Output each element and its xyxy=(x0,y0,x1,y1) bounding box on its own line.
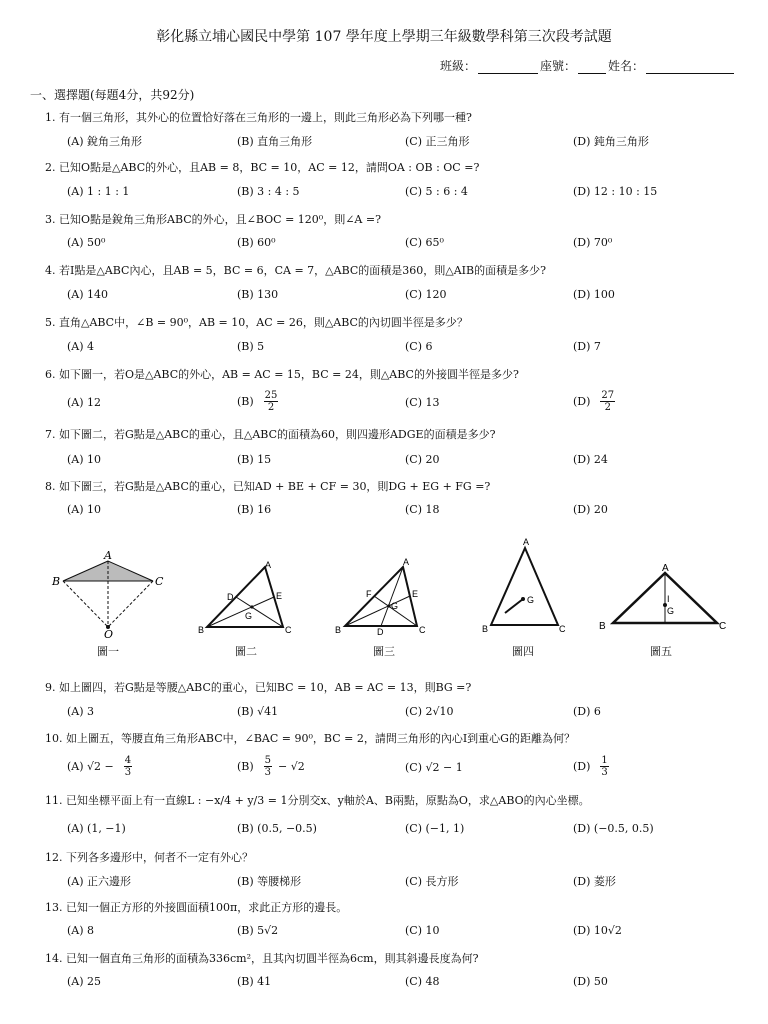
option-label: (D) xyxy=(573,760,591,773)
figures-row xyxy=(45,535,735,660)
figure-5 xyxy=(595,535,735,640)
numerator: 25 xyxy=(264,390,278,401)
figure-1 xyxy=(45,535,175,640)
option[interactable] xyxy=(237,390,280,413)
label-A: A xyxy=(104,549,112,562)
numerator: 27 xyxy=(601,390,615,401)
label-B: B xyxy=(335,625,342,635)
label-G: G xyxy=(667,606,675,616)
option[interactable]: (D) 6 xyxy=(573,705,601,718)
question-10: 10. 如上圖五，等腰直角三角形ABC中，∠BAC = 90⁰，BC = 2，請問三角形的內心I到重心G的距離為何？ xyxy=(45,732,575,745)
option[interactable]: (C) 2√10 xyxy=(405,705,454,718)
fraction xyxy=(600,755,608,778)
option[interactable]: (B) (0.5, −0.5) xyxy=(237,822,317,835)
option[interactable]: (D) 100 xyxy=(573,288,615,301)
option[interactable]: (A) 4 xyxy=(67,340,95,353)
seat-label: 座號： xyxy=(539,59,576,73)
exam-title: 彰化縣立埔心國民中學第 107 學年度上學期三年級數學科第三次段考試題 xyxy=(156,29,612,45)
label-G: G xyxy=(527,595,535,605)
option[interactable]: (B) √41 xyxy=(237,705,279,718)
name-label: 姓名： xyxy=(607,59,644,73)
option[interactable]: (D) 20 xyxy=(573,503,608,516)
name-blank[interactable] xyxy=(646,60,734,74)
question-7: 7. 如下圖二，若G點是△ABC的重心，且△ABC的面積為60，則四邊形ADGE的面積是多少? xyxy=(45,428,496,441)
options-2 xyxy=(67,185,747,207)
options-5 xyxy=(67,340,747,362)
caption-fig1: 圖一 xyxy=(97,645,119,658)
option[interactable]: (B) 直角三角形 xyxy=(237,135,313,148)
label-B: B xyxy=(198,625,205,635)
fraction xyxy=(264,755,272,778)
option[interactable]: (B) 60⁰ xyxy=(237,236,276,249)
label-D: D xyxy=(377,627,384,637)
option-label: (B) xyxy=(237,395,254,408)
options-12 xyxy=(67,873,747,895)
label-A: A xyxy=(523,537,530,547)
question-4: 4. 若I點是△ABC內心，且AB = 5，BC = 6，CA = 7，△ABC的面積是360，則△AIB的面積是多少? xyxy=(45,264,546,277)
denominator: 2 xyxy=(267,402,275,413)
option[interactable]: (A) 正六邊形 xyxy=(67,875,132,888)
options-6 xyxy=(67,390,747,412)
caption-fig3: 圖三 xyxy=(373,645,395,658)
label-A: A xyxy=(403,557,410,567)
options-10 xyxy=(67,755,747,777)
question-3: 3. 已知O點是銳角三角形ABC的外心，且∠BOC = 120⁰，則∠A =? xyxy=(45,213,381,226)
option[interactable] xyxy=(237,755,305,778)
option-tail: − √2 xyxy=(278,760,305,773)
options-11 xyxy=(67,822,747,844)
option[interactable]: (A) (1, −1) xyxy=(67,822,126,835)
option[interactable]: (A) 1 : 1 : 1 xyxy=(67,185,130,198)
section-title: 一、選擇題(每題4分，共92分) xyxy=(30,88,195,102)
caption-fig4: 圖四 xyxy=(512,645,534,658)
question-2: 2. 已知O點是△ABC的外心，且AB = 8，BC = 10，AC = 12，請問OA : OB : OC =? xyxy=(45,161,480,174)
label-O: O xyxy=(104,628,114,640)
option[interactable]: (B) 41 xyxy=(237,975,272,988)
label-B: B xyxy=(482,624,489,634)
option[interactable]: (D) 10√2 xyxy=(573,924,622,937)
options-8 xyxy=(67,503,747,525)
option[interactable]: (B) 5 xyxy=(237,340,265,353)
label-C: C xyxy=(155,575,164,588)
numerator: 1 xyxy=(601,755,608,766)
label-F: F xyxy=(366,589,372,599)
option-label: (A) √2 − xyxy=(67,760,114,773)
caption-fig2: 圖二 xyxy=(235,645,257,658)
option[interactable]: (D) 24 xyxy=(573,453,608,466)
label-G: G xyxy=(245,611,253,621)
figure-2 xyxy=(197,535,307,640)
fraction xyxy=(124,755,132,778)
option[interactable]: (A) 50⁰ xyxy=(67,236,106,249)
denominator: 2 xyxy=(604,402,611,413)
option[interactable] xyxy=(573,755,611,778)
question-13: 13. 已知一個正方形的外接圓面積100π，求此正方形的邊長。 xyxy=(45,901,348,914)
class-blank[interactable] xyxy=(478,60,538,74)
class-label: 班級： xyxy=(439,59,476,73)
numerator: 5 xyxy=(264,755,272,766)
option[interactable]: (A) 10 xyxy=(67,503,102,516)
option[interactable]: (C) 48 xyxy=(405,975,440,988)
options-1 xyxy=(67,133,747,155)
option[interactable]: (B) 5√2 xyxy=(237,924,279,937)
option[interactable]: (D) 鈍角三角形 xyxy=(573,135,649,148)
option[interactable]: (C) 10 xyxy=(405,924,440,937)
option[interactable]: (D) 12 : 10 : 15 xyxy=(573,185,658,198)
option[interactable]: (B) 等腰梯形 xyxy=(237,875,302,888)
label-E: E xyxy=(412,589,419,599)
caption-fig5: 圖五 xyxy=(650,645,672,658)
option-label: (D) xyxy=(573,395,591,408)
label-D: D xyxy=(227,592,234,602)
question-5: 5. 直角△ABC中，∠B = 90⁰，AB = 10，AC = 26，則△ABC的內切圓半徑是多少？ xyxy=(45,316,468,329)
options-3 xyxy=(67,236,747,258)
option[interactable]: (C) 18 xyxy=(405,503,440,516)
label-C: C xyxy=(285,625,292,635)
option[interactable]: (C) 20 xyxy=(405,453,440,466)
option[interactable]: (D) 70⁰ xyxy=(573,236,613,249)
option[interactable]: (C) 120 xyxy=(405,288,447,301)
label-B: B xyxy=(599,621,606,632)
options-7 xyxy=(67,453,747,475)
option[interactable]: (D) 7 xyxy=(573,340,601,353)
seat-blank[interactable] xyxy=(578,60,606,74)
denominator: 3 xyxy=(264,767,272,778)
option[interactable]: (B) 3 : 4 : 5 xyxy=(237,185,300,198)
option[interactable]: (C) (−1, 1) xyxy=(405,822,465,835)
question-6: 6. 如下圖一，若O是△ABC的外心，AB = AC = 15，BC = 24，則△ABC的外接圓半徑是多少? xyxy=(45,368,519,381)
label-A: A xyxy=(265,560,272,570)
option[interactable] xyxy=(573,390,617,413)
option[interactable]: (C) 5 : 6 : 4 xyxy=(405,185,468,198)
denominator: 3 xyxy=(124,767,132,778)
options-4 xyxy=(67,288,747,310)
label-C: C xyxy=(419,625,426,635)
option[interactable]: (C) 13 xyxy=(405,396,440,409)
option[interactable]: (C) 6 xyxy=(405,340,433,353)
option[interactable]: (C) 正三角形 xyxy=(405,135,470,148)
fraction xyxy=(600,390,615,413)
option[interactable]: (C) 長方形 xyxy=(405,875,459,888)
options-9 xyxy=(67,705,747,727)
fraction xyxy=(264,390,279,413)
option[interactable]: (D) 菱形 xyxy=(573,875,616,888)
figure-4 xyxy=(475,535,575,640)
options-13 xyxy=(67,924,747,946)
options-14 xyxy=(67,975,747,997)
student-info xyxy=(440,57,736,74)
question-9: 9. 如上圖四，若G點是等腰△ABC的重心，已知BC = 10，AB = AC = 13，則BG =? xyxy=(45,681,472,694)
question-14: 14. 已知一個直角三角形的面積為336cm²，且其內切圓半徑為6cm，則其斜邊長度為何? xyxy=(45,952,479,965)
question-12: 12. 下列各多邊形中，何者不一定有外心？ xyxy=(45,851,253,864)
option[interactable]: (C) √2 − 1 xyxy=(405,761,463,774)
label-I: I xyxy=(667,594,670,604)
option[interactable]: (D) 50 xyxy=(573,975,608,988)
question-8: 8. 如下圖三，若G點是△ABC的重心，已知AD + BE + CF = 30，則DG + EG + FG =? xyxy=(45,480,491,493)
option[interactable]: (A) 25 xyxy=(67,975,102,988)
figure-3 xyxy=(333,535,443,640)
option[interactable] xyxy=(67,755,134,778)
label-B: B xyxy=(52,575,61,588)
option[interactable]: (A) 10 xyxy=(67,453,102,466)
option[interactable]: (D) (−0.5, 0.5) xyxy=(573,822,654,835)
label-E: E xyxy=(276,591,283,601)
label-C: C xyxy=(559,624,566,634)
option[interactable]: (A) 8 xyxy=(67,924,95,937)
label-A: A xyxy=(662,563,669,574)
numerator: 4 xyxy=(124,755,132,766)
option[interactable]: (C) 65⁰ xyxy=(405,236,444,249)
option[interactable]: (B) 16 xyxy=(237,503,272,516)
denominator: 3 xyxy=(601,767,608,778)
question-11: 11. 已知坐標平面上有一直線L : −x/4 + y/3 = 1分別交x、y軸於A、B兩點，原點為O，求△ABO的內心坐標。 xyxy=(45,794,590,807)
question-1: 1. 有一個三角形，其外心的位置恰好落在三角形的一邊上，則此三角形必為下列哪一種? xyxy=(45,111,472,124)
label-G: G xyxy=(391,601,399,611)
label-C: C xyxy=(719,621,727,632)
option[interactable]: (B) 15 xyxy=(237,453,272,466)
option[interactable]: (A) 12 xyxy=(67,396,102,409)
option[interactable]: (A) 銳角三角形 xyxy=(67,135,143,148)
option[interactable]: (A) 140 xyxy=(67,288,109,301)
option[interactable]: (A) 3 xyxy=(67,705,95,718)
option[interactable]: (B) 130 xyxy=(237,288,279,301)
option-label: (B) xyxy=(237,760,254,773)
